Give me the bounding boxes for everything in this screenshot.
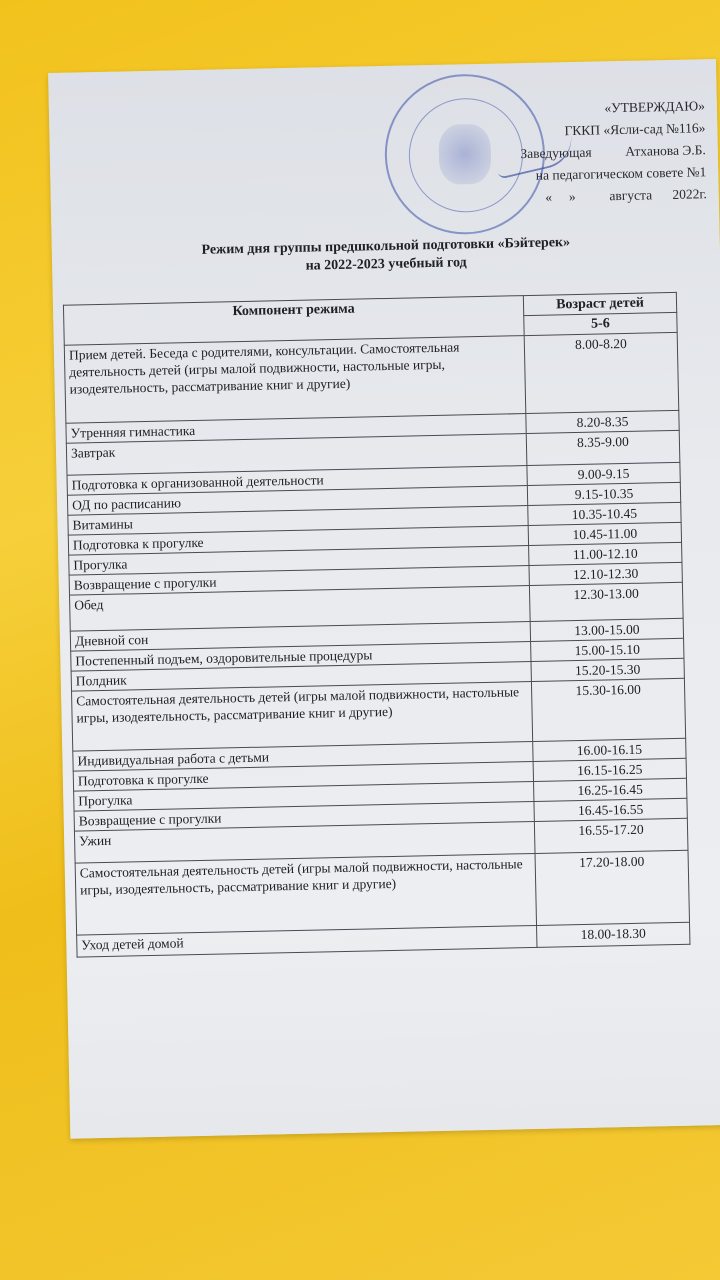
activity-cell: Возвращение с прогулки <box>74 801 534 831</box>
activity-cell: Подготовка к прогулке <box>73 761 533 791</box>
time-cell: 10.35-10.45 <box>528 502 681 525</box>
time-cell: 10.45-11.00 <box>528 522 681 545</box>
activity-cell: Утренняя гимнастика <box>66 414 526 444</box>
activity-cell: Прогулка <box>69 546 529 576</box>
document-title <box>52 231 720 281</box>
time-cell: 8.35-9.00 <box>526 430 680 465</box>
time-cell: 12.30-13.00 <box>529 582 683 621</box>
time-cell: 15.00-15.10 <box>531 638 684 661</box>
activity-cell: Самостоятельная деятельность детей (игры малой подвижности, настольные игры, изодеятельность, рассматривание книг и другие) <box>72 682 533 752</box>
approval-line-5: « » августа 2022г. <box>545 186 707 205</box>
approval-line-3: Заведующая Атханова Э.Б. <box>520 142 706 162</box>
table-row <box>64 332 678 423</box>
time-cell: 16.25-16.45 <box>534 778 687 801</box>
activity-cell: Прогулка <box>74 781 534 811</box>
time-cell: 11.00-12.10 <box>529 542 682 565</box>
activity-cell: Самостоятельная деятельность детей (игры малой подвижности, настольные игры, изодеятельность, рассматривание книг и другие) <box>75 853 536 935</box>
table-row <box>75 850 689 935</box>
header-age: Возраст детей <box>523 292 676 315</box>
time-cell: 16.45-16.55 <box>534 798 687 821</box>
activity-cell: Ужин <box>74 821 535 863</box>
title-line-2: на 2022-2023 учебный год <box>305 255 467 274</box>
time-cell: 13.00-15.00 <box>530 618 683 641</box>
activity-cell: Обед <box>70 586 531 632</box>
activity-cell: Витамины <box>68 506 528 536</box>
activity-cell: Полдник <box>71 662 531 692</box>
stamp-emblem <box>438 124 491 185</box>
approval-line-4: на педагогическом совете №1 <box>535 164 707 183</box>
time-cell: 9.15-10.35 <box>527 482 680 505</box>
activity-cell: Подготовка к организованной деятельности <box>67 466 527 496</box>
time-cell: 16.55-17.20 <box>534 818 688 853</box>
time-cell: 15.20-15.30 <box>531 658 684 681</box>
time-cell: 8.20-8.35 <box>526 410 679 433</box>
activity-cell: Уход детей домой <box>77 925 537 957</box>
time-cell: 16.00-16.15 <box>533 738 686 761</box>
time-cell: 15.30-16.00 <box>531 678 685 741</box>
document-sheet <box>48 59 720 1139</box>
approval-line-1: «УТВЕРЖДАЮ» <box>604 98 706 116</box>
title-line-1: Режим дня группы предшкольной подготовки «Бэйтерек» <box>201 235 571 258</box>
activity-cell: Подготовка к прогулке <box>68 526 528 556</box>
activity-cell: Индивидуальная работа с детьми <box>73 741 533 771</box>
approval-block <box>519 95 707 209</box>
time-cell: 17.20-18.00 <box>535 850 689 925</box>
activity-cell: Завтрак <box>66 434 527 476</box>
time-cell: 18.00-18.30 <box>537 922 690 947</box>
activity-cell: Прием детей. Беседа с родителями, консультации. Самостоятельная деятельность детей (игры малой подвижности, настольные игры, изодеятельность, рассматривание книг и другие) <box>64 336 526 424</box>
header-age-group: 5-6 <box>524 312 677 335</box>
activity-cell: Постепенный подъем, оздоровительные процедуры <box>71 642 531 672</box>
time-cell: 8.00-8.20 <box>524 332 679 413</box>
activity-cell: Дневной сон <box>70 622 530 652</box>
time-cell: 12.10-12.30 <box>529 562 682 585</box>
time-cell: 16.15-16.25 <box>533 758 686 781</box>
daily-schedule-table <box>63 292 691 958</box>
activity-cell: Возвращение с прогулки <box>69 566 529 596</box>
time-cell: 9.00-9.15 <box>527 462 680 485</box>
approval-line-2: ГККП «Ясли-сад №116» <box>564 120 706 139</box>
activity-cell: ОД по расписанию <box>67 486 527 516</box>
header-component: Компонент режима <box>63 296 524 346</box>
